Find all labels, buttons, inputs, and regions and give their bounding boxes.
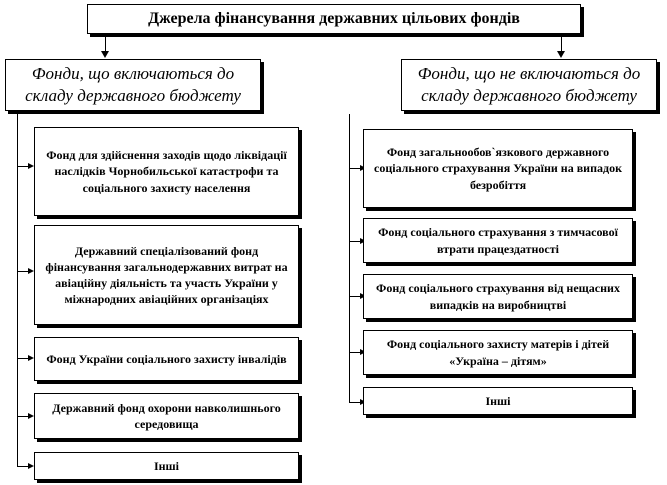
connector-title-horizontal xyxy=(105,36,561,37)
left-fund-chornobyl: Фонд для здійснення заходів щодо ліквідації наслідків Чорнобильської катастрофи та соціального захисту населення xyxy=(34,127,299,216)
connector-left-vertical xyxy=(105,36,106,52)
arrow-to-left-category xyxy=(101,51,109,58)
arrow-to-right-category xyxy=(557,51,565,58)
right-fund-unemployment: Фонд загальнообов`язкового державного соціального страхування України на випадок безробіття xyxy=(363,129,633,208)
left-fund-aviation: Державний спеціалізований фонд фінансування загальнодержавних витрат на авіаційну діяльність та участь України у міжнародних авіаційних організаціях xyxy=(34,225,299,325)
left-fund-disabled: Фонд України соціального захисту інвалідів xyxy=(34,337,299,381)
connector-right-vertical xyxy=(561,36,562,52)
right-tree-spine xyxy=(349,114,350,403)
right-fund-mothers-children: Фонд соціального захисту матерів і дітей «Україна – дітям» xyxy=(363,330,633,375)
left-category-box: Фонди, що включаються до складу державного бюджету xyxy=(5,59,261,111)
left-fund-environment: Державний фонд охорони навколишнього середовища xyxy=(34,393,299,439)
right-category-box: Фонди, що не включаються до складу державного бюджету xyxy=(401,59,657,111)
diagram-title: Джерела фінансування державних цільових фондів xyxy=(87,4,581,34)
right-fund-other: Інші xyxy=(363,387,633,415)
right-fund-temporary-disability: Фонд соціального страхування з тимчасової втрати працездатності xyxy=(363,218,633,263)
left-fund-other: Інші xyxy=(34,452,299,480)
right-fund-workplace-accidents: Фонд соціального страхування від нещасних випадків на виробництві xyxy=(363,274,633,319)
